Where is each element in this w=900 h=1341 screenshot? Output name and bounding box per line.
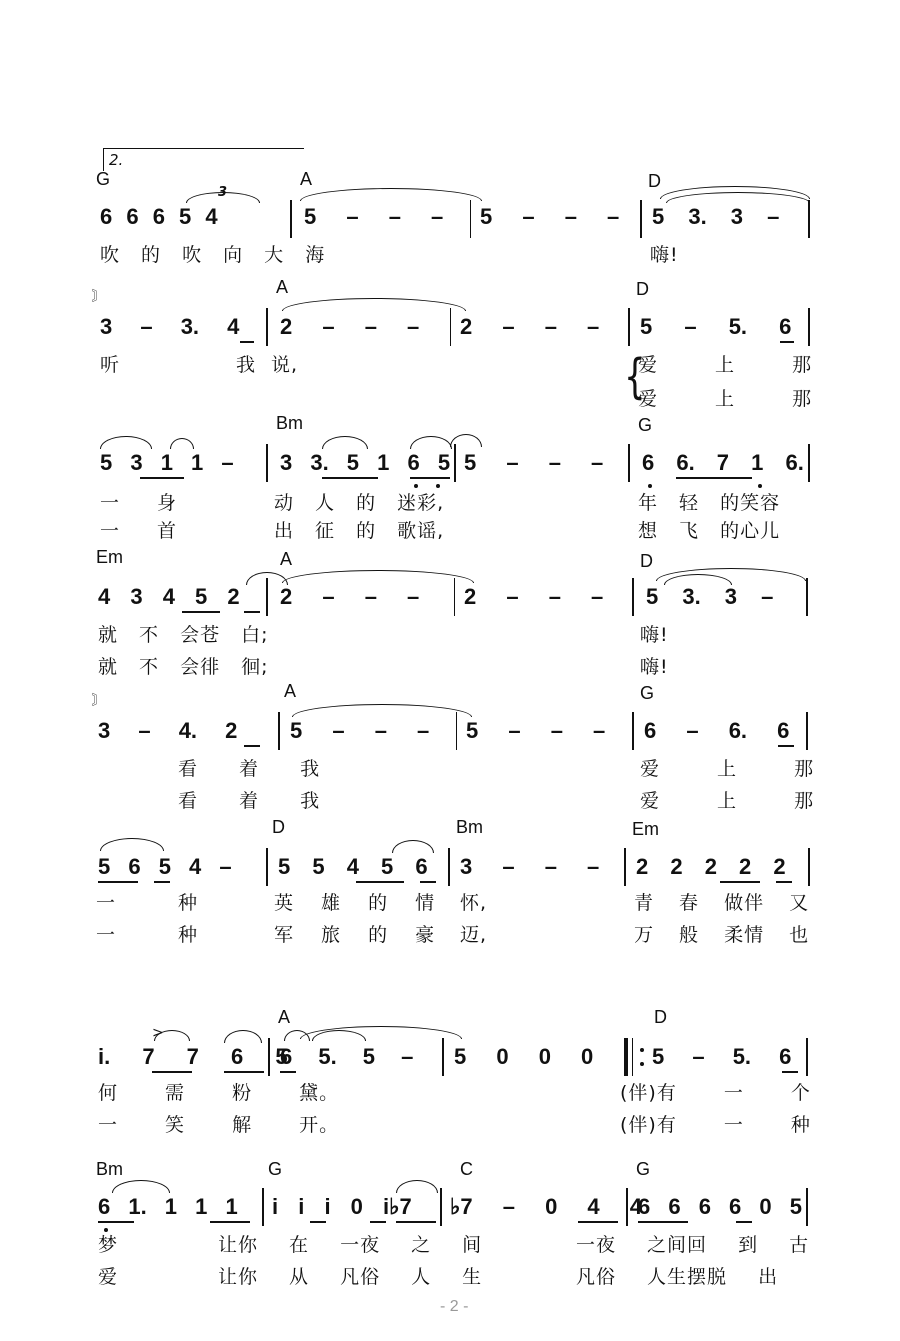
barline xyxy=(806,712,808,750)
barline xyxy=(278,712,280,750)
chord-label: D xyxy=(636,279,649,299)
underline xyxy=(322,477,378,479)
barline xyxy=(632,712,634,750)
volta-label: 2. xyxy=(109,151,124,169)
barline xyxy=(808,444,810,482)
lyric-line: (伴)有 一 个 xyxy=(620,1082,811,1104)
barline xyxy=(266,308,268,346)
tie xyxy=(396,1180,438,1193)
barline xyxy=(262,1188,264,1226)
lyric-line: 让你 在 一夜 之 间 xyxy=(218,1234,483,1256)
measure-notes: 5 3 1 1 – xyxy=(100,450,234,475)
lyric-brace: { xyxy=(624,349,646,405)
octave-dot xyxy=(436,484,440,488)
chord-label: A xyxy=(276,277,289,297)
barline xyxy=(626,1188,628,1226)
lyric-line: 吹 的 吹 向 大 海 xyxy=(100,244,326,266)
measure-notes: 2 – – – xyxy=(460,314,600,339)
lyric-line: 爱 上 那 xyxy=(640,758,815,780)
measure-notes: 5 – – – xyxy=(304,204,444,229)
chord-label: D xyxy=(640,551,653,571)
lyric-line: 出 征 的 歌谣, xyxy=(274,520,445,542)
measure-notes: 3 – 3. 4 xyxy=(100,314,240,339)
octave-dot xyxy=(758,484,762,488)
chord-label: G xyxy=(638,415,653,435)
chord-label: A xyxy=(284,681,297,701)
lyric-line: 嗨! xyxy=(650,244,679,266)
chord-label: Bm xyxy=(456,817,483,837)
measure-notes: 2 2 2 2 2 xyxy=(636,854,786,879)
lyric-line: 就 不 会徘 徊; xyxy=(98,656,269,678)
underline xyxy=(370,1221,386,1223)
lyric-line: 迈, xyxy=(460,924,488,946)
measure-notes: 2 – – – xyxy=(464,584,604,609)
chord-label: C xyxy=(460,1159,473,1179)
repeat-barline xyxy=(624,1038,628,1076)
tie xyxy=(154,1030,190,1041)
chord-label: Bm xyxy=(276,413,303,433)
chord-label: D xyxy=(648,171,661,191)
underline xyxy=(210,1221,250,1223)
barline xyxy=(806,578,808,616)
barline xyxy=(806,1188,808,1226)
measure-notes: 5 – 5. 6 xyxy=(640,314,792,339)
lyric-line: 让你 从 凡俗 人 生 xyxy=(218,1266,483,1288)
lyric-line: 嗨! xyxy=(640,656,669,678)
measure-notes: 3 – – – xyxy=(460,854,600,879)
triplet-slur xyxy=(186,192,260,203)
tie xyxy=(282,570,474,583)
measure-notes: 5 – – – xyxy=(480,204,620,229)
lyric-line: 听 xyxy=(100,354,121,376)
repeat-dot xyxy=(640,1048,644,1052)
lyric-line: 爱 上 那 xyxy=(638,354,813,376)
measure-notes: 4 3 4 5 2 xyxy=(98,584,240,609)
lyric-line: 我 说, xyxy=(236,354,299,376)
measure-notes: 5 – – – xyxy=(466,718,606,743)
lyric-line: 凡俗 人生摆脱 出 xyxy=(576,1266,779,1288)
underline xyxy=(782,1071,798,1073)
underline xyxy=(182,611,220,613)
underline xyxy=(310,1221,326,1223)
barline xyxy=(266,848,268,886)
barline xyxy=(290,200,292,238)
lyric-line: 何 需 粉 黛。 xyxy=(98,1082,340,1104)
lyric-line: 看 着 我 xyxy=(178,790,321,812)
underline xyxy=(98,1221,134,1223)
chord-label: A xyxy=(278,1007,291,1027)
tie xyxy=(100,838,164,851)
chord-label: G xyxy=(636,1159,651,1179)
tie xyxy=(450,434,482,447)
tie xyxy=(282,298,466,311)
underline xyxy=(244,745,260,747)
measure-notes: 6 5. 5 – xyxy=(280,1044,414,1069)
underline xyxy=(224,1071,264,1073)
lyric-line: (伴)有 一 种 xyxy=(620,1114,811,1136)
underline xyxy=(240,341,254,343)
lyric-line: 动 人 的 迷彩, xyxy=(274,492,445,514)
barline xyxy=(448,848,450,886)
octave-dot xyxy=(104,1228,108,1232)
lyric-line: 爱 上 那 xyxy=(640,790,815,812)
measure-notes: i. 7 7 6 5 xyxy=(98,1044,288,1069)
lyric-line: 怀, xyxy=(460,892,488,914)
repeat-dot xyxy=(640,1062,644,1066)
measure-notes: ♭7 – 0 4 4 xyxy=(450,1194,643,1219)
barline xyxy=(454,578,455,616)
lyric-line: 英 雄 的 情 xyxy=(274,892,436,914)
chord-label: Em xyxy=(632,819,659,839)
lyric-line: 种 xyxy=(178,924,199,946)
barline xyxy=(266,444,268,482)
measure-notes: 5 – – – xyxy=(464,450,604,475)
tie xyxy=(100,436,152,449)
barline xyxy=(442,1038,444,1076)
chord-label: Em xyxy=(96,547,123,567)
underline xyxy=(280,1071,296,1073)
breath-mark: 〙 xyxy=(92,693,106,709)
underline xyxy=(410,477,450,479)
underline xyxy=(396,1221,436,1223)
measure-notes: 5 6 5 4 – xyxy=(98,854,232,879)
repeat-barline xyxy=(632,1038,633,1076)
barline xyxy=(808,200,810,238)
barline xyxy=(632,578,634,616)
underline xyxy=(776,881,792,883)
accent-mark: > xyxy=(152,1025,164,1041)
measure-notes: 6 6 6 5 4 xyxy=(100,204,218,229)
tie xyxy=(392,840,434,853)
measure-notes: 3 – 4. 2 xyxy=(98,718,238,743)
underline xyxy=(420,881,436,883)
barline xyxy=(628,308,630,346)
barline xyxy=(640,200,642,238)
barline xyxy=(808,308,810,346)
measure-notes: 6 – 6. 6 xyxy=(644,718,790,743)
lyric-line: 一 xyxy=(96,924,117,946)
barline xyxy=(808,848,810,886)
measure-notes: 5 5 4 5 6 xyxy=(278,854,428,879)
underline xyxy=(720,881,760,883)
volta-bracket xyxy=(103,148,304,171)
lyric-line: 爱 上 那 xyxy=(638,388,813,410)
lyric-line: 一 首 xyxy=(100,520,178,542)
chord-label: G xyxy=(96,169,111,189)
measure-notes: i i i 0 i♭7 xyxy=(272,1194,412,1219)
underline xyxy=(154,881,170,883)
lyric-line: 爱 xyxy=(98,1266,119,1288)
page-number: - 2 - xyxy=(440,1298,469,1315)
lyric-line: 军 旅 的 豪 xyxy=(274,924,436,946)
lyric-line: 万 般 柔情 也 xyxy=(634,924,810,946)
breath-mark: 〙 xyxy=(92,289,106,305)
chord-label: A xyxy=(300,169,313,189)
measure-notes: 5 3. 3 – xyxy=(646,584,774,609)
barline xyxy=(450,308,451,346)
underline xyxy=(244,611,260,613)
measure-notes: 5 – 5. 6 xyxy=(652,1044,792,1069)
measure-notes: 2 – – – xyxy=(280,314,420,339)
underline xyxy=(778,745,794,747)
lyric-line: 年 轻 的笑容 xyxy=(638,492,781,514)
barline xyxy=(806,1038,808,1076)
measure-notes: 6 1. 1 1 1 xyxy=(98,1194,238,1219)
lyric-line: 一夜 之间回 到 古 xyxy=(576,1234,810,1256)
underline xyxy=(152,1071,192,1073)
triplet-mark: 3 xyxy=(218,185,228,200)
lyric-line: 梦 xyxy=(98,1234,119,1256)
underline xyxy=(638,1221,688,1223)
tie xyxy=(410,436,452,449)
chord-label: Bm xyxy=(96,1159,123,1179)
chord-label: G xyxy=(268,1159,283,1179)
octave-dot xyxy=(414,484,418,488)
underline xyxy=(676,477,752,479)
measure-notes: 5 – – – xyxy=(290,718,430,743)
measure-notes: 2 – – – xyxy=(280,584,420,609)
tie xyxy=(322,436,368,449)
measure-notes: 5 3. 3 – xyxy=(652,204,780,229)
lyric-line: 嗨! xyxy=(640,624,669,646)
chord-label: D xyxy=(272,817,285,837)
underline xyxy=(140,477,184,479)
barline xyxy=(266,578,268,616)
barline xyxy=(456,712,457,750)
lyric-line: 一 身 xyxy=(100,492,178,514)
lyric-line: 想 飞 的心儿 xyxy=(638,520,781,542)
barline xyxy=(470,200,471,238)
barline xyxy=(454,444,456,482)
tie xyxy=(292,704,472,717)
underline xyxy=(736,1221,752,1223)
barline xyxy=(628,444,630,482)
lyric-line: 就 不 会苍 白; xyxy=(98,624,269,646)
chord-label: A xyxy=(280,549,293,569)
lyric-line: 一 xyxy=(96,892,117,914)
tie xyxy=(112,1180,170,1193)
octave-dot xyxy=(648,484,652,488)
measure-notes: 5 0 0 0 xyxy=(454,1044,594,1069)
barline xyxy=(268,1038,270,1076)
lyric-line: 一 笑 解 开。 xyxy=(98,1114,340,1136)
chord-label: D xyxy=(654,1007,667,1027)
tie xyxy=(300,188,482,201)
lyric-line: 种 xyxy=(178,892,199,914)
underline xyxy=(578,1221,618,1223)
underline xyxy=(780,341,794,343)
measure-notes: 6 6 6 6 0 5 xyxy=(638,1194,802,1219)
measure-notes: 6 6. 7 1 6. xyxy=(642,450,804,475)
underline xyxy=(356,881,404,883)
barline xyxy=(624,848,626,886)
lyric-line: 看 着 我 xyxy=(178,758,321,780)
measure-notes: 3 3. 5 1 6 5 xyxy=(280,450,451,475)
tie xyxy=(224,1030,262,1043)
tie xyxy=(170,438,194,449)
chord-label: G xyxy=(640,683,655,703)
lyric-line: 青 春 做伴 又 xyxy=(634,892,810,914)
underline xyxy=(98,881,138,883)
barline xyxy=(440,1188,442,1226)
